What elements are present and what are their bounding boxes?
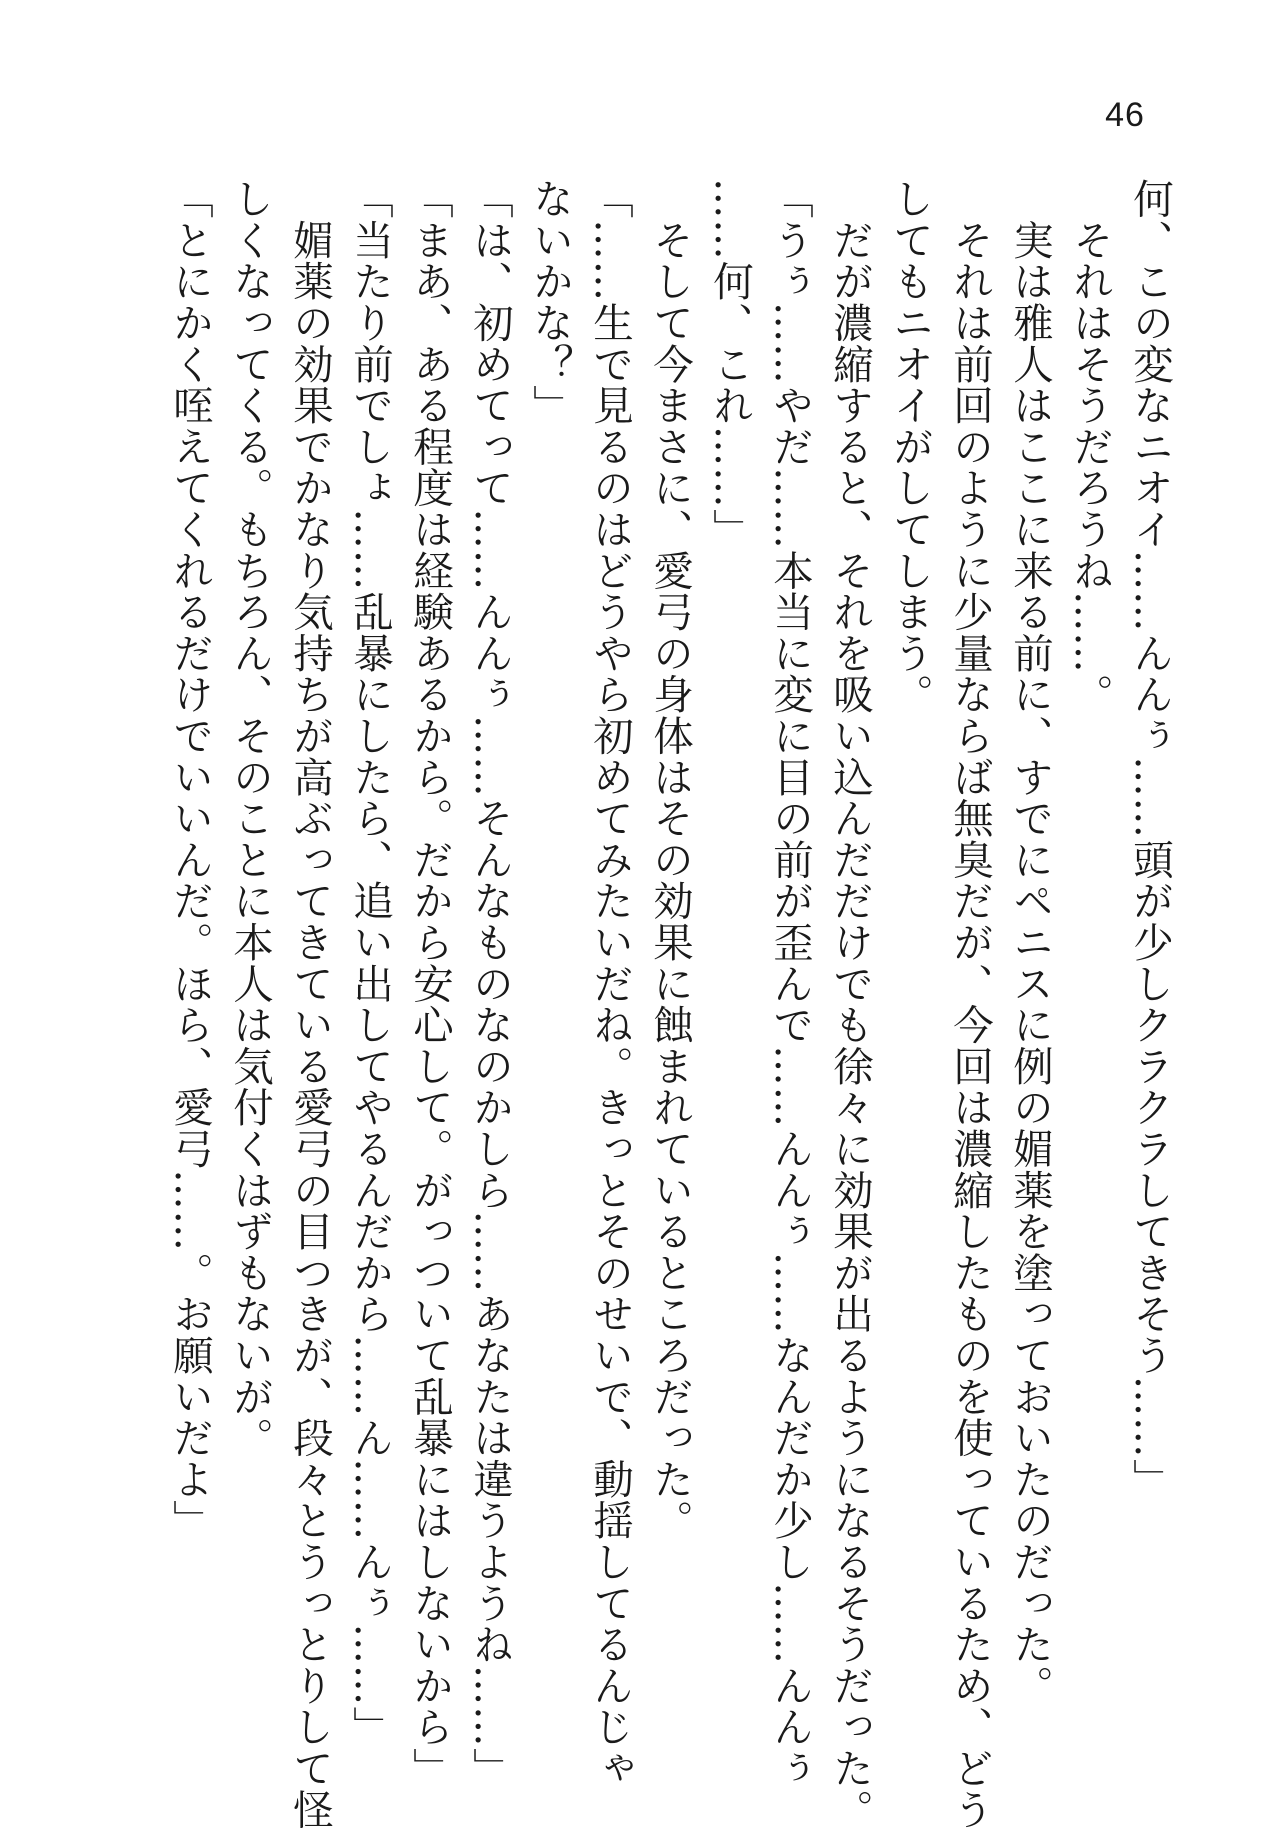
- text-line: ……何、これ……」: [706, 178, 754, 550]
- text-line: そして今まさに、愛弓の身体はその効果に蝕まれているところだった。: [646, 178, 694, 1541]
- text-line: 「まあ、ある程度は経験あるから。だから安心して。がっついて乱暴にはしないから」: [406, 178, 454, 1789]
- text-line: 「当たり前でしょ……乱暴にしたら、追い出してやるんだから……ん……んぅ……」: [346, 178, 394, 1748]
- text-line: だが濃縮すると、それを吸い込んだだけでも徐々に効果が出るようになるそうだった。: [826, 178, 874, 1830]
- page-number: 46: [1105, 96, 1145, 134]
- text-line: それはそうだろうね……。: [1066, 178, 1114, 715]
- text-line: 何、この変なニオイ……んんぅ……頭が少しクラクラしてきそう……」: [1126, 178, 1174, 1500]
- text-line: 実は雅人はここに来る前に、すでにペニスに例の媚薬を塗っておいたのだった。: [1006, 178, 1054, 1707]
- text-line: 「は、初めてって……んんぅ……そんなものなのかしら……あなたは違うようね……」: [466, 178, 514, 1789]
- text-line: しくなってくる。もちろん、そのことに本人は気付くはずもないが。: [226, 178, 274, 1459]
- text-line: 「うぅ……やだ……本当に変に目の前が歪んで……んんぅ……なんだか少し……んんぅ: [766, 178, 814, 1789]
- text-line: ないかな？」: [526, 178, 574, 426]
- text-line: 「……生で見るのはどうやら初めてみたいだね。きっとそのせいで、動揺してるんじゃ: [586, 178, 634, 1789]
- text-line: それは前回のように少量ならば無臭だが、今回は濃縮したものを使っているため、どう: [946, 178, 994, 1830]
- body-text: [160, 178, 1180, 1830]
- text-line: 媚薬の効果でかなり気持ちが高ぶってきている愛弓の目つきが、段々とうっとりして怪: [286, 178, 334, 1830]
- text-line: 「とにかく咥えてくれるだけでいいんだ。ほら、愛弓……。お願いだよ」: [166, 178, 214, 1541]
- text-line: してもニオイがしてしまう。: [886, 178, 934, 715]
